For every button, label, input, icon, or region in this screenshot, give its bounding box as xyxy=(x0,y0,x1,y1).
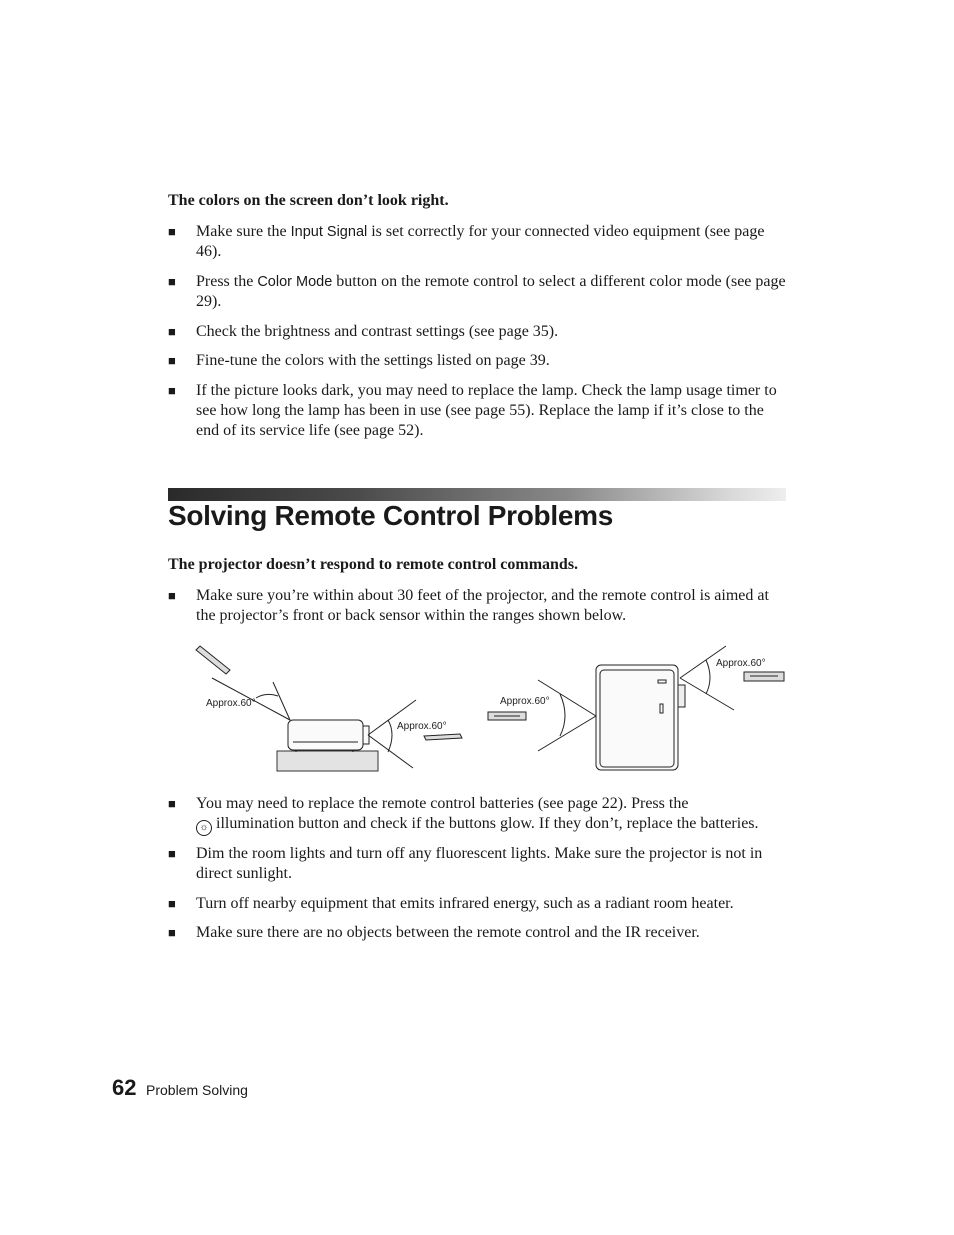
text: Make sure there are no objects between the remote control and the IR receiver. xyxy=(196,924,700,941)
text: is set correctly for your connected video equipment (see page 46). xyxy=(196,223,765,260)
list-item xyxy=(168,586,788,626)
angle-arc xyxy=(256,694,278,698)
bullet-icon: ■ xyxy=(168,224,176,239)
ui-term-input-signal: Input Signal xyxy=(290,224,368,240)
list-item xyxy=(168,351,788,371)
angle-label-top-left: Approx.60° xyxy=(206,698,256,709)
text: You may need to replace the remote control batteries (see page 22). Press the xyxy=(196,795,689,812)
list-item xyxy=(168,844,788,884)
remote-icon-top-left xyxy=(196,646,230,674)
bullet-icon: ■ xyxy=(168,796,176,811)
page-title: Solving Remote Control Problems xyxy=(168,500,613,531)
bullet-icon: ■ xyxy=(168,274,176,289)
text: illumination button and check if the buttons glow. If they don’t, replace the batteries. xyxy=(216,815,759,832)
bullet-icon: ■ xyxy=(168,383,176,398)
list-item xyxy=(168,794,788,836)
list-item xyxy=(168,923,788,943)
text: Turn off nearby equipment that emits infrared energy, such as a radiant room heater. xyxy=(196,895,734,912)
list-item xyxy=(168,381,788,441)
projector-top-icon xyxy=(596,665,685,770)
text: Fine-tune the colors with the settings listed on page 39. xyxy=(196,352,550,369)
text: Press the xyxy=(196,273,258,290)
text: Check the brightness and contrast settings (see page 35). xyxy=(196,323,559,340)
angle-label-rear: Approx.60° xyxy=(500,696,550,707)
table-shape xyxy=(277,751,378,771)
section-heading-remote: The projector doesn’t respond to remote control commands. xyxy=(168,556,579,573)
bullet-icon: ■ xyxy=(168,925,176,940)
footer-section-name: Problem Solving xyxy=(146,1082,248,1098)
text: Dim the room lights and turn off any fluorescent lights. Make sure the projector is not in direct sunlight. xyxy=(196,845,763,882)
page-number: 62 xyxy=(112,1075,137,1100)
illumination-icon: ☼ xyxy=(196,820,212,836)
text: button on the remote control to select a different color mode (see page 29). xyxy=(196,273,786,310)
text: Make sure you’re within about 30 feet of the projector, and the remote control is aimed at the projector’s front or back sensor within the ranges shown below. xyxy=(196,587,769,624)
angle-label-front: Approx.60° xyxy=(397,721,447,732)
list-item xyxy=(168,222,788,262)
bullet-icon: ■ xyxy=(168,588,176,603)
section-heading-colors: The colors on the screen don’t look right. xyxy=(168,192,449,209)
list-item xyxy=(168,894,788,914)
bullet-icon: ■ xyxy=(168,896,176,911)
remote-icon-right xyxy=(744,672,784,681)
remote-icon-rear xyxy=(488,712,526,720)
list-item xyxy=(168,322,788,342)
angle-arc xyxy=(706,660,710,694)
bullet-icon: ■ xyxy=(168,353,176,368)
ui-term-color-mode: Color Mode xyxy=(257,274,333,290)
remote-icon-front xyxy=(424,734,462,740)
projector-side-icon xyxy=(288,720,369,752)
angle-arc xyxy=(560,694,565,736)
bullet-icon: ■ xyxy=(168,846,176,861)
text: If the picture looks dark, you may need to replace the lamp. Check the lamp usage timer to see how long the lamp has been in use (see page 55). Replace the lamp if it’s close to the end of its service life (see page 52). xyxy=(196,382,777,439)
angle-label-right: Approx.60° xyxy=(716,658,766,669)
list-item xyxy=(168,272,788,312)
range-line xyxy=(538,716,596,751)
text: Make sure the xyxy=(196,223,291,240)
range-line xyxy=(273,682,290,720)
bullet-icon: ■ xyxy=(168,324,176,339)
range-line xyxy=(680,678,734,710)
angle-arc xyxy=(388,720,392,752)
remote-range-diagram xyxy=(168,638,788,773)
